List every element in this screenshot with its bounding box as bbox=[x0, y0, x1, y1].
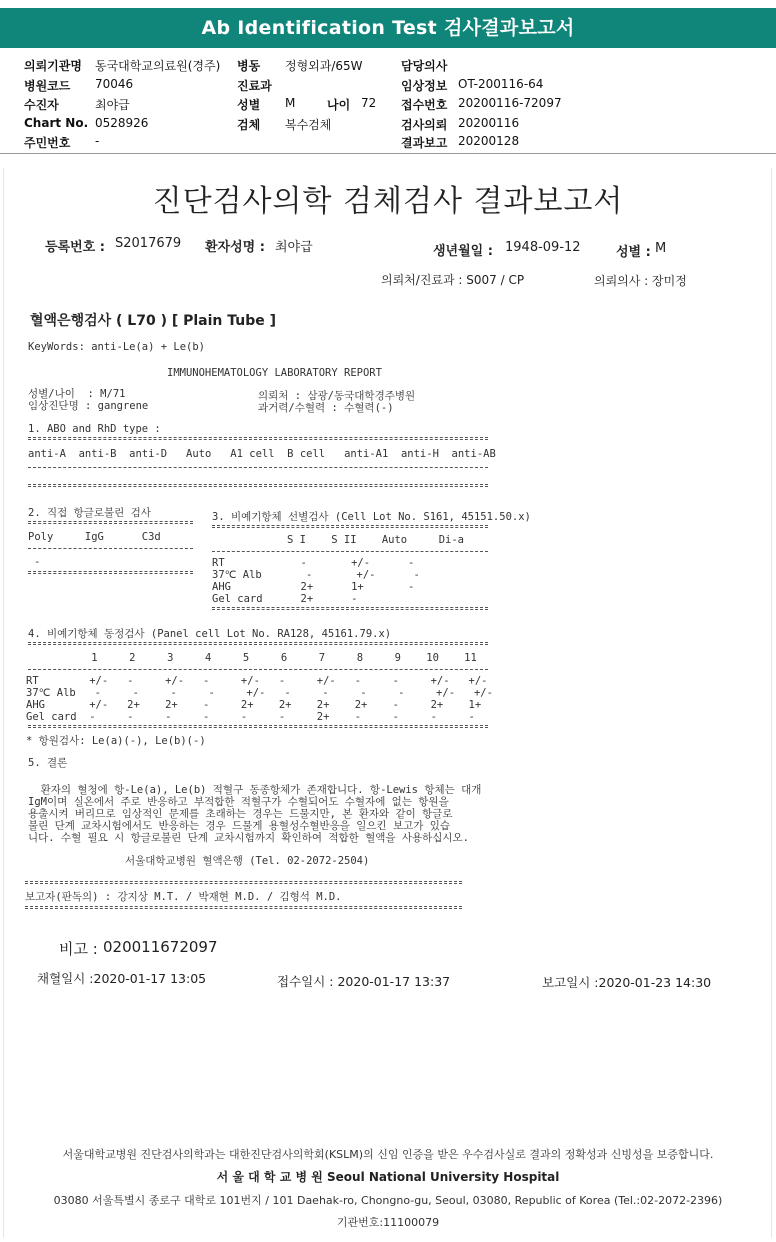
clinic-value: OT-200116-64 bbox=[458, 77, 544, 91]
chart-value: 0528926 bbox=[95, 116, 149, 130]
age-value: 72 bbox=[361, 96, 377, 110]
sex-label: 성별 bbox=[237, 98, 261, 112]
name-value: 최야급 bbox=[275, 240, 313, 255]
section4-row: Gel card - - - - - - 2+ - - - - bbox=[26, 711, 475, 723]
org-number: 기관번호:11100079 bbox=[336, 1216, 440, 1229]
section2-header: Poly IgG C3d bbox=[28, 531, 161, 543]
chart-label: Chart No. bbox=[24, 116, 89, 130]
test-title: 혈액은행검사 ( L70 ) [ Plain Tube ] bbox=[30, 313, 277, 329]
code-label: 병원코드 bbox=[24, 79, 71, 93]
dept-info: 의뢰처/진료과 : S007 / CP bbox=[381, 273, 525, 287]
req-value: 20200116 bbox=[458, 116, 520, 130]
section1-rule3 bbox=[28, 484, 488, 487]
section3-row: Gel card 2+ - bbox=[212, 593, 358, 605]
accept-label: 접수번호 bbox=[401, 98, 448, 112]
receive-time: 접수일시 : 2020-01-17 13:37 bbox=[277, 974, 451, 989]
specimen-value: 복수검체 bbox=[285, 118, 332, 132]
section1-rule2 bbox=[28, 467, 488, 468]
hospital-label: 의뢰기관명 bbox=[24, 59, 82, 73]
note-label: 비고 : bbox=[59, 940, 98, 958]
ward-value: 정형외과/65W bbox=[285, 59, 363, 73]
sex-value: M bbox=[285, 96, 296, 110]
conclusion-line: 환자의 혈청에 항-Le(a), Le(b) 적혈구 동종항체가 존재합니다. 항-Lewis 항체는 대개 bbox=[28, 784, 482, 796]
conclusion-line: 불린 단계 교차시험에서도 반응하는 경우 드물게 용혈성수혈반응을 일으킨 보고가 있습 bbox=[28, 820, 451, 832]
code-value: 70046 bbox=[95, 77, 134, 91]
section3-rule bbox=[212, 525, 488, 528]
section1-title: 1. ABO and RhD type : bbox=[28, 423, 161, 435]
dob-value: 1948-09-12 bbox=[505, 240, 581, 255]
transfusion-history: 과거력/수혈력 : 수혈력(-) bbox=[258, 402, 394, 414]
collector-label: 수진자 bbox=[24, 98, 59, 112]
req-label: 검사의뢰 bbox=[401, 118, 448, 132]
section4-rule2 bbox=[28, 669, 488, 670]
section4-header: 1 2 3 4 5 6 7 8 9 10 11 bbox=[28, 652, 477, 664]
resident-value: - bbox=[95, 134, 100, 148]
section3-title: 3. 비예기항체 선별검사 (Cell Lot No. S161, 45151.50.x) bbox=[212, 511, 531, 523]
reporter-rule bbox=[25, 881, 462, 884]
accept-value: 20200116-72097 bbox=[458, 96, 562, 110]
referring-site: 의뢰처 : 삼광/동국대학경주병원 bbox=[258, 390, 416, 402]
name-label: 환자성명 : bbox=[205, 240, 265, 255]
address: 03080 서울특별시 종로구 대학로 101번지 / 101 Daehak-ro, Chongno-gu, Seoul, 03080, Republic of Korea (Tel.:02-2072-2396) bbox=[53, 1194, 723, 1207]
hospital-value: 동국대학교의료원(경주) bbox=[95, 59, 221, 73]
dob-label: 생년월일 : bbox=[433, 244, 493, 259]
dept-label: 진료과 bbox=[237, 79, 272, 93]
section4-rule3 bbox=[28, 725, 488, 728]
section2-rule3 bbox=[28, 571, 193, 574]
section4-row: AHG +/- 2+ 2+ - 2+ 2+ 2+ 2+ - 2+ 1+ bbox=[26, 699, 482, 711]
section2-rule bbox=[28, 521, 193, 524]
section2-rule2 bbox=[28, 548, 193, 549]
section3-row: RT - +/- - bbox=[212, 557, 415, 569]
blood-bank: 서울대학교병원 혈액은행 (Tel. 02-2072-2504) bbox=[125, 855, 370, 867]
section3-row: AHG 2+ 1+ - bbox=[212, 581, 415, 593]
sex2-label: 성별 : bbox=[616, 245, 651, 260]
doctor-info: 의뢰의사 : 장미정 bbox=[594, 274, 687, 288]
clinic-label: 임상정보 bbox=[401, 79, 448, 93]
report-time: 보고일시 :2020-01-23 14:30 bbox=[542, 975, 712, 990]
result-value: 20200128 bbox=[458, 134, 520, 148]
reg-label: 등록번호 : bbox=[45, 240, 105, 255]
conclusion-line: IgM이며 실온에서 주로 반응하고 부적합한 적혈구가 수혈되어도 수혈자에 없는 항원을 bbox=[28, 796, 449, 808]
sex-age: 성별/나이 : M/71 bbox=[28, 388, 126, 400]
section1-header: anti-A anti-B anti-D Auto A1 cell B cell anti-A1 anti-H anti-AB bbox=[28, 448, 496, 460]
section3-row: 37℃ Alb - +/- - bbox=[212, 569, 420, 581]
section4-title: 4. 비예기항체 동정검사 (Panel cell Lot No. RA128, 45161.79.x) bbox=[28, 628, 392, 640]
hospital-name: 서 울 대 학 교 병 원 Seoul National University Hospital bbox=[216, 1170, 560, 1184]
collect-time: 채혈일시 :2020-01-17 13:05 bbox=[37, 971, 207, 986]
age-label: 나이 bbox=[327, 98, 351, 112]
reg-value: S2017679 bbox=[115, 236, 182, 251]
report-main-title: 진단검사의학 검체검사 결과보고서 bbox=[152, 184, 624, 219]
doctor-label: 담당의사 bbox=[401, 59, 448, 73]
section4-row: 37℃ Alb - - - - +/- - - - - +/- +/- bbox=[26, 687, 493, 699]
sex2-value: M bbox=[655, 241, 667, 256]
section4-rule bbox=[28, 642, 488, 645]
conclusion-line: 니다. 수혈 필요 시 항글로불린 단계 교차시험까지 확인하여 적합한 혈액을 사용하십시오. bbox=[28, 832, 470, 844]
diagnosis: 임상진단명 : gangrene bbox=[28, 400, 149, 412]
section1-rule bbox=[28, 437, 488, 440]
resident-label: 주민번호 bbox=[24, 136, 71, 150]
specimen-label: 검체 bbox=[237, 118, 261, 132]
section2-title: 2. 직접 항글로불린 검사 bbox=[28, 507, 151, 519]
header-separator bbox=[0, 153, 776, 154]
note-value: 020011672097 bbox=[103, 938, 218, 956]
report-title-bar: Ab Identification Test 검사결과보고서 bbox=[0, 8, 776, 48]
section4-row: RT +/- - +/- - +/- - +/- - - +/- +/- bbox=[26, 675, 488, 687]
section3-header: S I S II Auto Di-a bbox=[287, 534, 465, 546]
reporter: 보고자(판독의) : 강지상 M.T. / 박재현 M.D. / 김형석 M.D. bbox=[25, 891, 342, 903]
certification: 서울대학교병원 진단검사의학과는 대한진단검사의학회(KSLM)의 신임 인증을 받은 우수검사실로 결과의 정확성과 신빙성을 보증합니다. bbox=[62, 1148, 714, 1161]
result-label: 결과보고 bbox=[401, 136, 448, 150]
reporter-rule2 bbox=[25, 906, 462, 909]
section2-value: - bbox=[34, 556, 41, 568]
collector-value: 최야급 bbox=[95, 98, 130, 112]
conclusion-line: 용출시켜 버리므로 임상적인 문제를 초래하는 경우는 드물지만, 본 환자와 같이 항글로 bbox=[28, 808, 453, 820]
section3-rule3 bbox=[212, 607, 488, 610]
lab-title: IMMUNOHEMATOLOGY LABORATORY REPORT bbox=[167, 367, 382, 379]
section5-title: 5. 결론 bbox=[28, 757, 68, 769]
ward-label: 병동 bbox=[237, 59, 261, 73]
section3-rule2 bbox=[212, 551, 488, 552]
keywords: KeyWords: anti-Le(a) + Le(b) bbox=[28, 341, 206, 353]
antigen-test: * 항원검사: Le(a)(-), Le(b)(-) bbox=[26, 735, 206, 747]
